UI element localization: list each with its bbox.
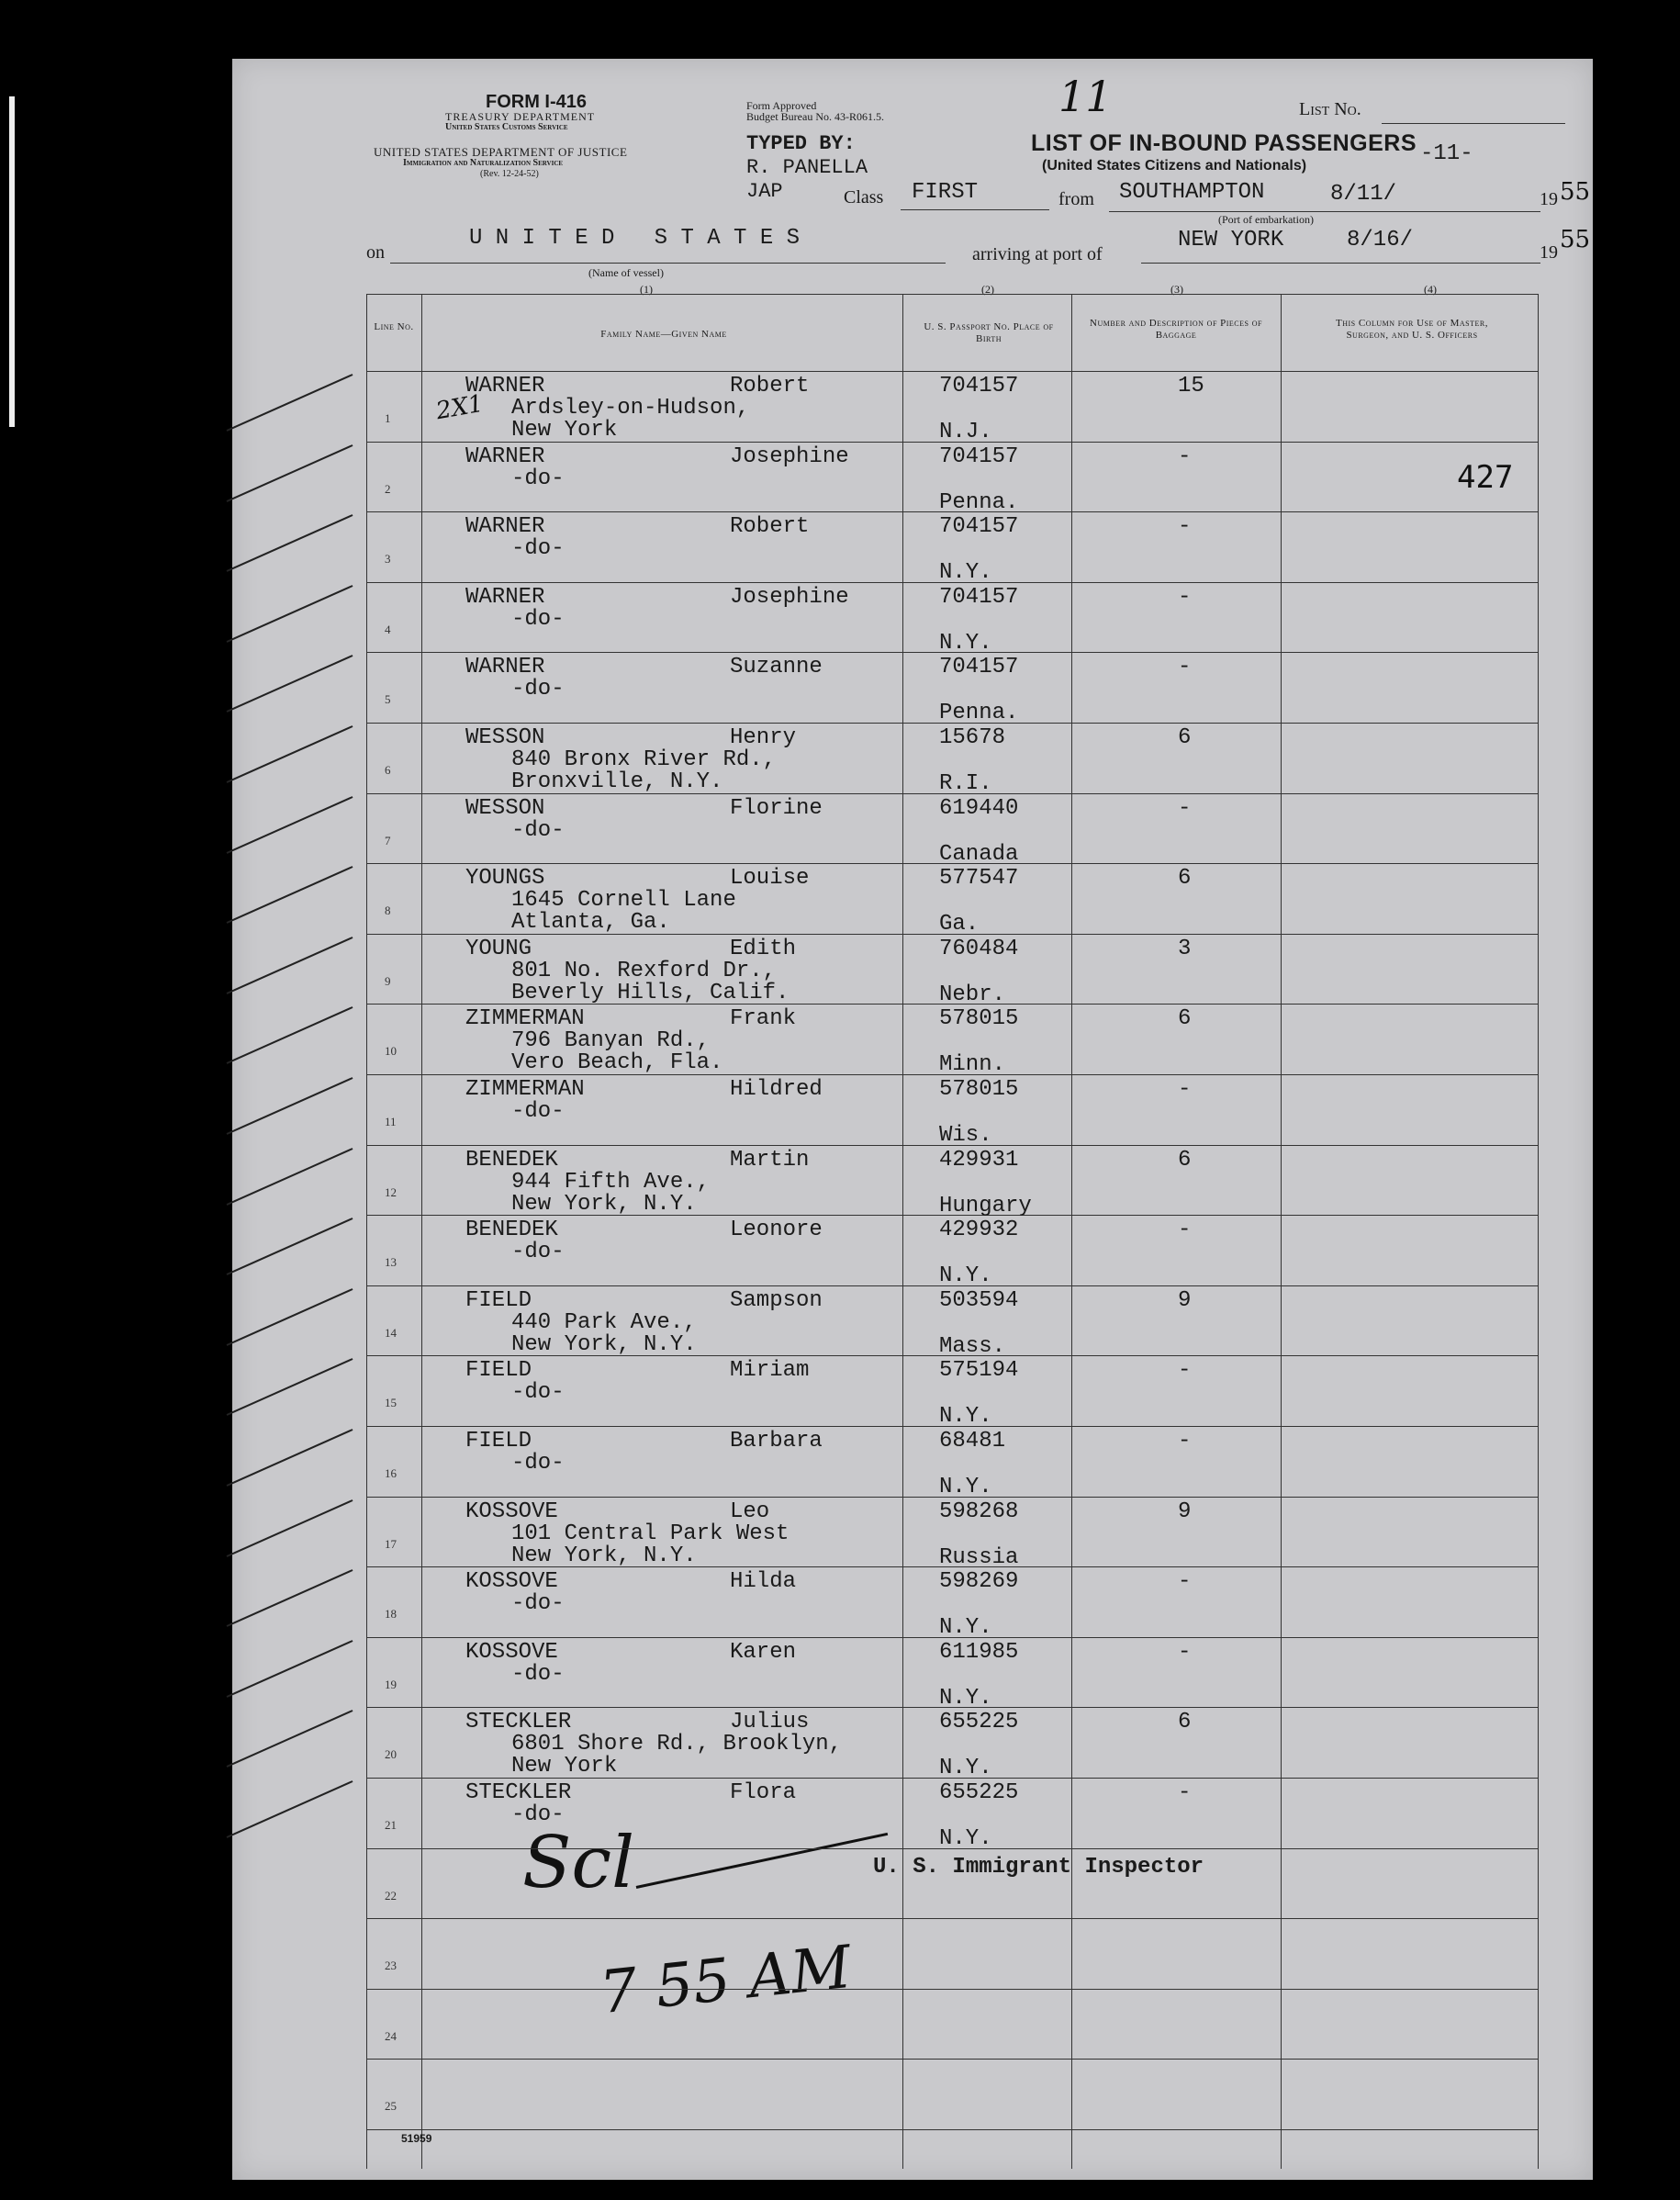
passenger-given-name: Frank <box>730 1006 797 1032</box>
col-border <box>366 294 367 2169</box>
place-of-birth: Mass. <box>939 1333 1006 1359</box>
passenger-address-line2: Bronxville, N.Y. <box>511 769 723 794</box>
customs-label: United States Customs Service <box>445 122 568 132</box>
arrival-port: NEW YORK <box>1178 228 1284 253</box>
passenger-surname: YOUNGS <box>465 866 545 892</box>
arrival-time-note: 7 55 AM <box>596 1933 855 2028</box>
passport-number: 503594 <box>939 1287 1019 1313</box>
passenger-address-line1: -do- <box>511 1099 565 1124</box>
place-of-birth: N.Y. <box>939 1615 992 1641</box>
row-divider <box>366 2059 1538 2060</box>
form-approved: Form Approved <box>746 99 817 112</box>
line-number: 7 <box>385 833 391 847</box>
line-number: 12 <box>385 1184 397 1199</box>
passenger-address-line1: Ardsley-on-Hudson, <box>511 396 750 421</box>
baggage-count: - <box>1178 1429 1192 1454</box>
passenger-given-name: Karen <box>730 1639 797 1665</box>
passenger-given-name: Leo <box>730 1498 770 1524</box>
header-baggage: Number and Description of Pieces of Baggage <box>1090 318 1262 341</box>
passenger-address-line1: -do- <box>511 677 565 702</box>
edge-mark <box>9 96 15 427</box>
list-title: LIST OF IN-BOUND PASSENGERS <box>1031 130 1417 156</box>
baggage-count: 6 <box>1178 1147 1192 1173</box>
officer-note-427: 427 <box>1457 459 1514 496</box>
place-of-birth: N.J. <box>939 420 992 444</box>
departure-date: 8/11/ <box>1330 182 1397 207</box>
line-number: 23 <box>385 1959 397 1973</box>
inspector-label: U. S. Immigrant Inspector <box>873 1855 1204 1880</box>
header-passport: U. S. Passport No. Place of Birth <box>924 321 1054 344</box>
passenger-surname: WARNER <box>465 584 545 610</box>
passport-number: 575194 <box>939 1358 1019 1384</box>
passenger-given-name: Robert <box>730 514 810 540</box>
place-of-birth: Wis. <box>939 1123 992 1148</box>
passenger-given-name: Miriam <box>730 1358 810 1384</box>
header-bottom-border <box>366 371 1538 372</box>
passenger-address-line2: Vero Beach, Fla. <box>511 1050 723 1076</box>
place-of-birth: Canada <box>939 841 1019 867</box>
passenger-surname: WARNER <box>465 443 545 469</box>
baggage-count: - <box>1178 584 1192 610</box>
baggage-count: 6 <box>1178 1006 1192 1032</box>
year-prefix: 19 <box>1540 189 1558 209</box>
passenger-address-line1: 944 Fifth Ave., <box>511 1169 711 1195</box>
departure-year: 55 <box>1560 178 1591 206</box>
typed-by-label: TYPED BY: <box>746 132 856 155</box>
col3-number: (3) <box>1170 283 1183 296</box>
passenger-given-name: Leonore <box>730 1218 823 1243</box>
line-number: 4 <box>385 622 391 636</box>
line-number: 24 <box>385 2028 397 2043</box>
passport-number: 611985 <box>939 1639 1019 1665</box>
place-of-birth: Nebr. <box>939 982 1006 1007</box>
place-of-birth: N.Y. <box>939 1404 992 1430</box>
passenger-given-name: Suzanne <box>730 655 823 680</box>
passenger-surname: STECKLER <box>465 1780 572 1805</box>
passenger-surname: FIELD <box>465 1429 532 1454</box>
passenger-surname: KOSSOVE <box>465 1639 558 1665</box>
baggage-count: - <box>1178 1780 1192 1805</box>
passenger-given-name: Hildred <box>730 1077 823 1102</box>
passenger-address-line2: New York <box>511 1754 618 1779</box>
line-number: 20 <box>385 1747 397 1762</box>
line-number: 2 <box>385 481 391 496</box>
from-label: from <box>1058 189 1094 209</box>
handwritten-page-number: 11 <box>1058 72 1113 121</box>
passenger-surname: ZIMMERMAN <box>465 1077 585 1102</box>
passenger-address-line1: -do- <box>511 1591 565 1617</box>
col1-number: (1) <box>640 283 653 296</box>
passenger-address-line1: -do- <box>511 1380 565 1406</box>
passenger-surname: FIELD <box>465 1358 532 1384</box>
line-number: 5 <box>385 692 391 707</box>
passport-number: 598269 <box>939 1569 1019 1595</box>
baggage-count: 9 <box>1178 1498 1192 1524</box>
passenger-surname: WARNER <box>465 655 545 680</box>
row-divider <box>366 2129 1538 2130</box>
col4-number: (4) <box>1424 283 1437 296</box>
passenger-address-line2: New York, N.Y. <box>511 1331 697 1357</box>
on-label: on <box>366 242 385 263</box>
baggage-count: 6 <box>1178 1710 1192 1735</box>
baggage-count: - <box>1178 1358 1192 1384</box>
line-number: 17 <box>385 1536 397 1551</box>
line-number: 3 <box>385 552 391 567</box>
line-number: 19 <box>385 1677 397 1691</box>
passport-number: 68481 <box>939 1429 1006 1454</box>
passenger-address-line1: 801 No. Rexford Dr., <box>511 958 777 983</box>
place-of-birth: Ga. <box>939 912 980 937</box>
passenger-given-name: Julius <box>730 1710 810 1735</box>
arrival-date: 8/16/ <box>1347 228 1414 253</box>
passport-number: 655225 <box>939 1710 1019 1735</box>
line-number: 18 <box>385 1607 397 1622</box>
passenger-surname: BENEDEK <box>465 1147 558 1173</box>
arriving-label: arriving at port of <box>972 244 1103 264</box>
baggage-count: 6 <box>1178 866 1192 892</box>
passenger-surname: FIELD <box>465 1287 532 1313</box>
passport-number: 655225 <box>939 1780 1019 1805</box>
header-name: Family Name—Given Name <box>600 329 727 340</box>
place-of-birth: N.Y. <box>939 560 992 586</box>
class-label: Class <box>844 187 884 208</box>
passenger-given-name: Sampson <box>730 1287 823 1313</box>
place-of-birth: Penna. <box>939 489 1019 515</box>
line-number: 15 <box>385 1396 397 1410</box>
line-number: 6 <box>385 763 391 777</box>
passport-number: 704157 <box>939 584 1019 610</box>
passenger-address-line2: New York <box>511 418 618 443</box>
baggage-count: - <box>1178 1077 1192 1102</box>
passenger-surname: BENEDEK <box>465 1218 558 1243</box>
baggage-count: - <box>1178 1639 1192 1665</box>
passport-number: 760484 <box>939 936 1019 961</box>
budget-bureau: Budget Bureau No. 43-R061.5. <box>746 110 884 123</box>
line-number: 1 <box>385 411 391 425</box>
place-of-birth: Hungary <box>939 1193 1032 1218</box>
passenger-given-name: Barbara <box>730 1429 823 1454</box>
passenger-address-line2: Atlanta, Ga. <box>511 910 670 936</box>
passport-number: 704157 <box>939 655 1019 680</box>
vessel-caption: (Name of vessel) <box>588 266 664 279</box>
passenger-given-name: Henry <box>730 725 797 750</box>
col-border <box>1538 294 1539 2169</box>
line-number: 8 <box>385 904 391 918</box>
passenger-given-name: Flora <box>730 1780 797 1805</box>
baggage-count: 6 <box>1178 725 1192 750</box>
passenger-given-name: Martin <box>730 1147 810 1173</box>
line-number: 14 <box>385 1325 397 1340</box>
passport-number: 15678 <box>939 725 1006 750</box>
passenger-address-line1: 440 Park Ave., <box>511 1309 697 1335</box>
list-subtitle: (United States Citizens and Nationals) <box>1042 158 1307 174</box>
passenger-address-line1: -do- <box>511 1802 565 1827</box>
vessel-name: U N I T E D S T A T E S <box>469 226 801 251</box>
passenger-address-line1: -do- <box>511 1240 565 1265</box>
passenger-address-line1: 101 Central Park West <box>511 1521 790 1546</box>
place-of-birth: Penna. <box>939 701 1019 726</box>
passenger-manifest-sheet <box>232 59 1593 2180</box>
passenger-address-line2: Beverly Hills, Calif. <box>511 980 790 1005</box>
line-number: 9 <box>385 973 391 988</box>
passenger-surname: WESSON <box>465 725 545 750</box>
row-divider <box>366 1918 1538 1919</box>
passenger-address-line1: -do- <box>511 466 565 491</box>
passenger-address-line1: -do- <box>511 536 565 562</box>
col2-number: (2) <box>981 283 994 296</box>
baggage-count: - <box>1178 443 1192 469</box>
passenger-address-line1: 1645 Cornell Lane <box>511 888 736 914</box>
line-number: 22 <box>385 1888 397 1903</box>
col-border <box>1281 294 1282 2169</box>
passport-number: 577547 <box>939 866 1019 892</box>
passenger-address-line1: -do- <box>511 606 565 632</box>
col-border <box>902 294 903 2169</box>
passenger-address-line1: -do- <box>511 1451 565 1476</box>
passenger-surname: WARNER <box>465 514 545 540</box>
passenger-given-name: Edith <box>730 936 797 961</box>
place-of-birth: N.Y. <box>939 1475 992 1499</box>
passenger-address-line1: 6801 Shore Rd., Brooklyn, <box>511 1732 843 1757</box>
passenger-address-line1: -do- <box>511 1661 565 1687</box>
passport-number: 429931 <box>939 1147 1019 1173</box>
col-border <box>421 294 422 2169</box>
passenger-address-line2: New York, N.Y. <box>511 1191 697 1217</box>
col-border <box>1071 294 1072 2169</box>
arrival-year-prefix: 19 <box>1540 242 1558 263</box>
baggage-count: 9 <box>1178 1287 1192 1313</box>
passenger-address-line2: New York, N.Y. <box>511 1543 697 1568</box>
justice-label: UNITED STATES DEPARTMENT OF JUSTICE <box>374 145 628 159</box>
passenger-surname: STECKLER <box>465 1710 572 1735</box>
place-of-birth: N.Y. <box>939 1685 992 1711</box>
passport-number: 704157 <box>939 514 1019 540</box>
row1-handwritten-mark: 2X1 <box>433 389 486 426</box>
place-of-birth: N.Y. <box>939 1756 992 1781</box>
passenger-surname: WESSON <box>465 795 545 821</box>
baggage-count: - <box>1178 1218 1192 1243</box>
passport-number: 429932 <box>939 1218 1019 1243</box>
passenger-surname: WARNER <box>465 374 545 398</box>
treasury-label: TREASURY DEPARTMENT <box>445 110 596 123</box>
passport-number: 704157 <box>939 443 1019 469</box>
revision-label: (Rev. 12-24-52) <box>480 169 539 179</box>
header-officers: This Column for Use of Master, Surgeon, and U. S. Officers <box>1336 318 1488 341</box>
place-of-birth: R.I. <box>939 771 992 796</box>
passenger-given-name: Josephine <box>730 443 849 469</box>
passenger-given-name: Louise <box>730 866 810 892</box>
passenger-surname: YOUNG <box>465 936 532 961</box>
baggage-count: 3 <box>1178 936 1192 961</box>
passenger-address-line1: 840 Bronx River Rd., <box>511 747 777 772</box>
passenger-surname: ZIMMERMAN <box>465 1006 585 1032</box>
passenger-given-name: Robert <box>730 374 810 398</box>
baggage-count: - <box>1178 655 1192 680</box>
baggage-count: 15 <box>1178 374 1204 398</box>
passenger-address-line1: 796 Banyan Rd., <box>511 1028 711 1054</box>
line-number: 11 <box>385 1115 397 1128</box>
passenger-given-name: Josephine <box>730 584 849 610</box>
header-line-no: Line No. <box>374 321 414 332</box>
embarkation-port: SOUTHAMPTON <box>1119 180 1265 205</box>
passport-number: 598268 <box>939 1498 1019 1524</box>
baggage-count: - <box>1178 514 1192 540</box>
port-embarkation-caption: (Port of embarkation) <box>1218 213 1314 226</box>
table-top-border <box>366 294 1538 295</box>
baggage-count: - <box>1178 795 1192 821</box>
form-footer-number: 51959 <box>401 2132 432 2145</box>
place-of-birth: Russia <box>939 1544 1019 1570</box>
place-of-birth: N.Y. <box>939 1826 992 1851</box>
line-number: 21 <box>385 1818 397 1832</box>
inspector-signature: Scl <box>522 1822 635 1904</box>
typist-initials: JAP <box>746 180 783 203</box>
list-no-label: List No. <box>1299 99 1361 119</box>
list-no-value: -11- <box>1420 141 1473 166</box>
passenger-given-name: Hilda <box>730 1569 797 1595</box>
passenger-address-line1: -do- <box>511 817 565 843</box>
ins-label: Immigration and Naturalization Service <box>403 158 564 168</box>
class-value: FIRST <box>912 180 979 205</box>
passenger-surname: KOSSOVE <box>465 1569 558 1595</box>
baggage-count: - <box>1178 1569 1192 1595</box>
line-number: 25 <box>385 2099 397 2114</box>
line-number: 16 <box>385 1466 397 1480</box>
passport-number: 578015 <box>939 1006 1019 1032</box>
row-divider <box>366 1989 1538 1990</box>
form-number: FORM I-416 <box>486 92 588 112</box>
typed-by-name: R. PANELLA <box>746 156 868 179</box>
passenger-surname: KOSSOVE <box>465 1498 558 1524</box>
line-number: 10 <box>385 1044 397 1059</box>
place-of-birth: Minn. <box>939 1052 1006 1078</box>
passport-number: 578015 <box>939 1077 1019 1102</box>
passport-number: 704157 <box>939 374 1019 398</box>
place-of-birth: N.Y. <box>939 1263 992 1289</box>
passenger-given-name: Florine <box>730 795 823 821</box>
line-number: 13 <box>385 1255 397 1270</box>
arrival-year: 55 <box>1560 226 1591 253</box>
passport-number: 619440 <box>939 795 1019 821</box>
place-of-birth: N.Y. <box>939 630 992 656</box>
